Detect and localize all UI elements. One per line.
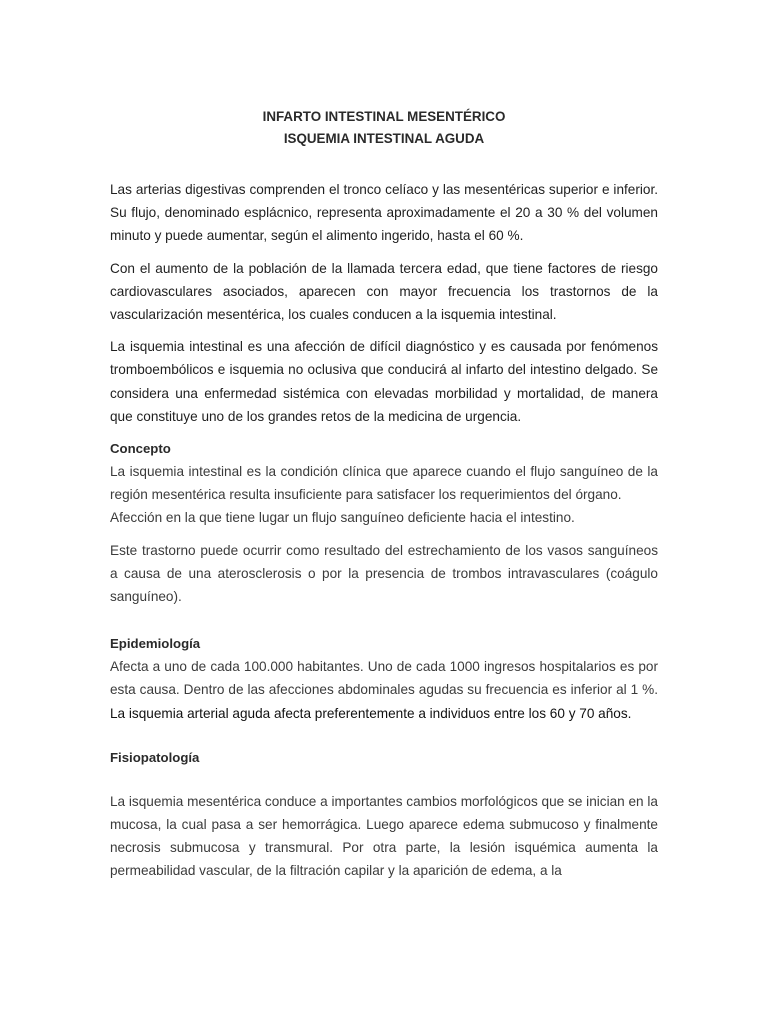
epidemiologia-paragraph: [110, 655, 658, 725]
fisiopatologia-paragraph-1: La isquemia mesentérica conduce a importantes cambios morfológicos que se inician en la mucosa, la cual pasa a ser hemorrágica. Luego aparece edema submucoso y finalmente necrosis submucosa y transmural. Por otra parte, la lesión isquémica aumenta la permeabilidad vascular, de la filtración capilar y la aparición de edema, a la: [110, 793, 658, 879]
document-page: [110, 106, 658, 883]
document-title: INFARTO INTESTINAL MESENTÉRICO: [262, 109, 506, 124]
epidemiologia-text-b: La isquemia arterial aguda afecta preferentemente a individuos entre los 60 y 70 años.: [110, 705, 632, 721]
intro-paragraph-1: Las arterias digestivas comprenden el tronco celíaco y las mesentéricas superior e inferior. Su flujo, denominado esplácnico, representa aproximadamente el 20 a 30 % del volumen minuto y puede aumentar, según el alimento ingerido, hasta el 60 %.: [110, 182, 658, 244]
concepto-heading: Concepto: [110, 441, 171, 457]
title-block: [110, 106, 658, 150]
intro-paragraph-3: La isquemia intestinal es una afección de difícil diagnóstico y es causada por fenómenos tromboembólicos e isquemia no oclusiva que conducirá al infarto del intestino delgado. Se considera una enfermedad sistémica con elevadas morbilidad y mortalidad, de manera que constituye uno de los grandes retos de la medicina de urgencia.: [110, 339, 658, 424]
intro-paragraph-2: Con el aumento de la población de la llamada tercera edad, que tiene factores de riesgo cardiovasculares asociados, aparecen con mayor frecuencia los trastornos de la vascularización mesentérica, los cuales conducen a la isquemia intestinal.: [110, 260, 658, 323]
epidemiologia-text-a: Afecta a uno de cada 100.000 habitantes. Uno de cada 1000 ingresos hospitalarios es por esta causa. Dentro de las afecciones abdominales agudas su frecuencia es inferior al 1 %.: [110, 659, 658, 698]
section-spacer: [110, 769, 658, 790]
concepto-paragraph-1: La isquemia intestinal es la condición clínica que aparece cuando el flujo sanguíneo de la región mesentérica resulta insuficiente para satisfacer los requerimientos del órgano.: [110, 464, 658, 503]
section-spacer: [110, 725, 658, 746]
concepto-paragraph-3: Este trastorno puede ocurrir como resultado del estrechamiento de los vasos sanguíneos a causa de una aterosclerosis o por la presencia de trombos intravasculares (coágulo sanguíneo).: [110, 542, 658, 605]
epidemiologia-heading: Epidemiología: [110, 636, 201, 652]
section-spacer: [110, 608, 658, 632]
document-subtitle: ISQUEMIA INTESTINAL AGUDA: [283, 131, 485, 146]
fisiopatologia-heading: Fisiopatología: [110, 749, 200, 765]
concepto-paragraph-2: Afección en la que tiene lugar un flujo sanguíneo deficiente hacia el intestino.: [110, 510, 575, 526]
